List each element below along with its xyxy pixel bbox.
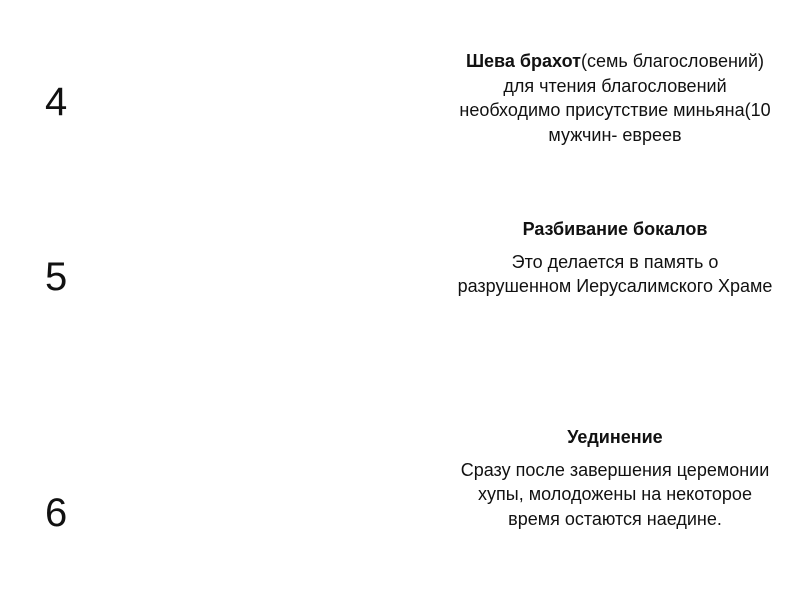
item-number-4: 4 <box>45 80 68 124</box>
item-block-4 <box>455 49 775 147</box>
item-title-6: Уединение <box>567 427 663 447</box>
item-text-4: (семь благословений) для чтения благословений необходимо присутствие миньяна(10 мужчин- евреев <box>459 51 771 145</box>
item-block-6 <box>455 425 775 531</box>
item-number-6: 6 <box>45 491 68 535</box>
item-block-5 <box>455 217 775 299</box>
item-title-4: Шева брахот <box>465 51 581 71</box>
item-number-5: 5 <box>45 255 68 299</box>
item-text-5: Это делается в память о разрушенном Иерусалимского Храме <box>457 251 773 296</box>
item-text-6: Сразу после завершения церемонии хупы, молодожены на некоторое время остаются наедине. <box>460 459 770 529</box>
item-title-5: Разбивание бокалов <box>522 219 708 239</box>
